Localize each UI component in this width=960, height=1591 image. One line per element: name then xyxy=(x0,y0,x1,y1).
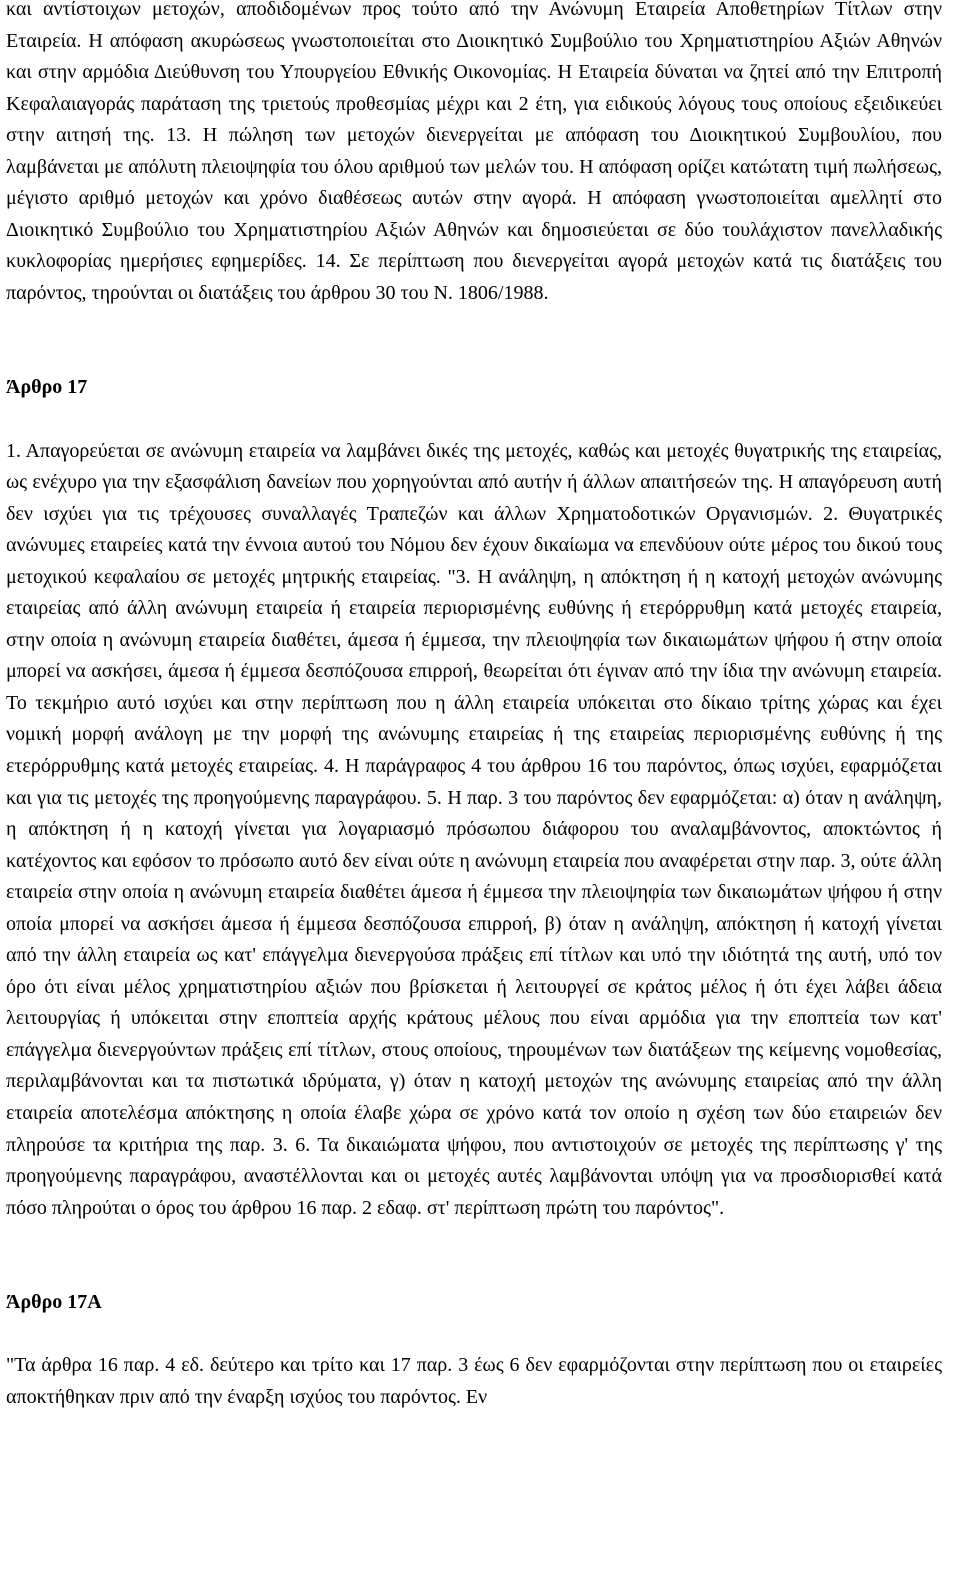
spacer xyxy=(6,309,942,372)
article-17-paragraph: 1. Απαγορεύεται σε ανώνυμη εταιρεία να λαμβάνει δικές της μετοχές, καθώς και μετοχές θυγατρικής της εταιρείας, ως ενέχυρο για την εξασφάλιση δανείων που χορηγούνται από αυτήν ή άλλων απαιτήσεών της. Η απαγόρευση αυτή δεν ισχύει για τις τρέχουσες συναλλαγές Τραπεζών και άλλων Χρηματοδοτικών Οργανισμών. 2. Θυγατρικές ανώνυμες εταιρείες κατά την έννοια αυτού του Νόμου δεν έχουν δικαίωμα να επενδύουν ούτε μέρος του δικού τους μετοχικού κεφαλαίου σε μετοχές μητρικής εταιρείας. "3. Η ανάληψη, η απόκτηση ή η κατοχή μετοχών ανώνυμης εταιρείας από άλλη ανώνυμη εταιρεία ή εταιρεία περιορισμένης ευθύνης ή ετερόρρυθμη κατά μετοχές εταιρεία, στην οποία η ανώνυμη εταιρεία διαθέτει, άμεσα ή έμμεσα, την πλειοψηφία των δικαιωμάτων ψήφου ή στην οποία μπορεί να ασκήσει, άμεσα ή έμμεσα δεσπόζουσα επιρροή, θεωρείται ότι έγιναν από την ίδια την ανώνυμη εταιρεία. Το τεκμήριο αυτό ισχύει και στην περίπτωση που η άλλη εταιρεία υπόκειται στο δίκαιο τρίτης χώρας και έχει νομική μορφή ανάλογη με την μορφή της ανώνυμης εταιρείας ή της εταιρείας περιορισμένης ευθύνης ή της ετερόρρυθμης κατά μετοχές εταιρείας. 4. Η παράγραφος 4 του άρθρου 16 του παρόντος, όπως ισχύει, εφαρμόζεται και για τις μετοχές της προηγούμενης παραγράφου. 5. Η παρ. 3 του παρόντος δεν εφαρμόζεται: α) όταν η ανάληψη, η απόκτηση ή η κατοχή γίνεται για λογαριασμό πρόσωπου διάφορου του αναλαμβάνοντος, αποκτώντος ή κατέχοντος και εφόσον το πρόσωπο αυτό δεν είναι ούτε η ανώνυμη εταιρεία που αναφέρεται στην παρ. 3, ούτε άλλη εταιρεία στην οποία η ανώνυμη εταιρεία διαθέτει άμεσα ή έμμεσα την πλειοψηφία των δικαιωμάτων ψήφου ή στην οποία μπορεί να ασκήσει άμεσα ή έμμεσα δεσπόζουσα επιρροή, β) όταν η ανάληψη, απόκτηση ή κατοχή γίνεται από την άλλη εταιρεία ως κατ' επάγγελμα διενεργούσα πράξεις επί τίτλων και υπό την ιδιότητά της αυτή, υπό τον όρο ότι είναι μέλος χρηματιστηρίου αξιών που βρίσκεται ή λειτουργεί σε κράτος μέλος ή ότι έχει λάβει άδεια λειτουργίας ή υπόκειται στην εποπτεία αρχής κράτους μέλους που είναι αρμόδια για την εποπτεία των κατ' επάγγελμα διενεργούντων πράξεις επί τίτλων, στους οποίους, τηρουμένων των διατάξεων της κείμενης νομοθεσίας, περιλαμβάνονται και τα πιστωτικά ιδρύματα, γ) όταν η κατοχή μετοχών της ανώνυμης εταιρείας από την άλλη εταιρεία αποτελέσμα απόκτησης η οποία έλαβε χώρα σε χρόνο κατά τον οποίο η σχέση των δύο εταιρειών δεν πληρούσε τα κριτήρια της παρ. 3. 6. Τα δικαιώματα ψήφου, που αντιστοιχούν σε μετοχές της περίπτωσης γ' της προηγούμενης παραγράφου, αναστέλλονται και οι μετοχές αυτές λαμβάνονται υπόψη για να προσδιορισθεί κατά πόσο πληρούται ο όρος του άρθρου 16 παρ. 2 εδαφ. στ' περίπτωση πρώτη του παρόντος". xyxy=(6,439,942,1219)
spacer xyxy=(6,1224,942,1287)
spacer xyxy=(6,1319,942,1351)
article-17a-heading: Άρθρο 17Α xyxy=(6,1291,102,1314)
spacer xyxy=(6,404,942,436)
document-page xyxy=(6,0,942,1413)
article-17a-paragraph: "Τα άρθρα 16 παρ. 4 εδ. δεύτερο και τρίτο και 17 παρ. 3 έως 6 δεν εφαρμόζονται στην περίπτωση που οι εταιρείες αποκτήθηκαν πριν από την έναρξη ισχύος του παρόντος. Εν xyxy=(6,1354,942,1408)
article-17-heading: Άρθρο 17 xyxy=(6,376,88,399)
article-16-continuation-paragraph: και αντίστοιχων μετοχών, αποδιδομένων προς τούτο από την Ανώνυμη Εταιρεία Αποθετηρίων Τίτλων στην Εταιρεία. Η απόφαση ακυρώσεως γνωστοποιείται στο Διοικητικό Συμβούλιο του Χρηματιστηρίου Αξιών Αθηνών και στην αρμόδια Διεύθυνση του Υπουργείου Εθνικής Οικονομίας. Η Εταιρεία δύναται να ζητεί από την Επιτροπή Κεφαλαιαγοράς παράταση της τριετούς προθεσμίας μέχρι και 2 έτη, για ειδικούς λόγους τους οποίους εξειδικεύει στην αιτησή της. 13. Η πώληση των μετοχών διενεργείται με απόφαση του Διοικητικού Συμβουλίου, που λαμβάνεται με απόλυτη πλειοψηφία του όλου αριθμού των μελών του. Η απόφαση ορίζει κατώτατη τιμή πωλήσεως, μέγιστο αριθμό μετοχών και χρόνο διαθέσεως αυτών στην αγορά. Η απόφαση γνωστοποιείται αμελλητί στο Διοικητικό Συμβούλιο του Χρηματιστηρίου Αξιών Αθηνών και δημοσιεύεται σε δύο τουλάχιστον πανελλαδικής κυκλοφορίας ημερήσιες εφημερίδες. 14. Σε περίπτωση που διενεργείται αγορά μετοχών κατά τις διατάξεις του παρόντος, τηρούνται οι διατάξεις του άρθρου 30 του Ν. 1806/1988. xyxy=(6,0,942,304)
